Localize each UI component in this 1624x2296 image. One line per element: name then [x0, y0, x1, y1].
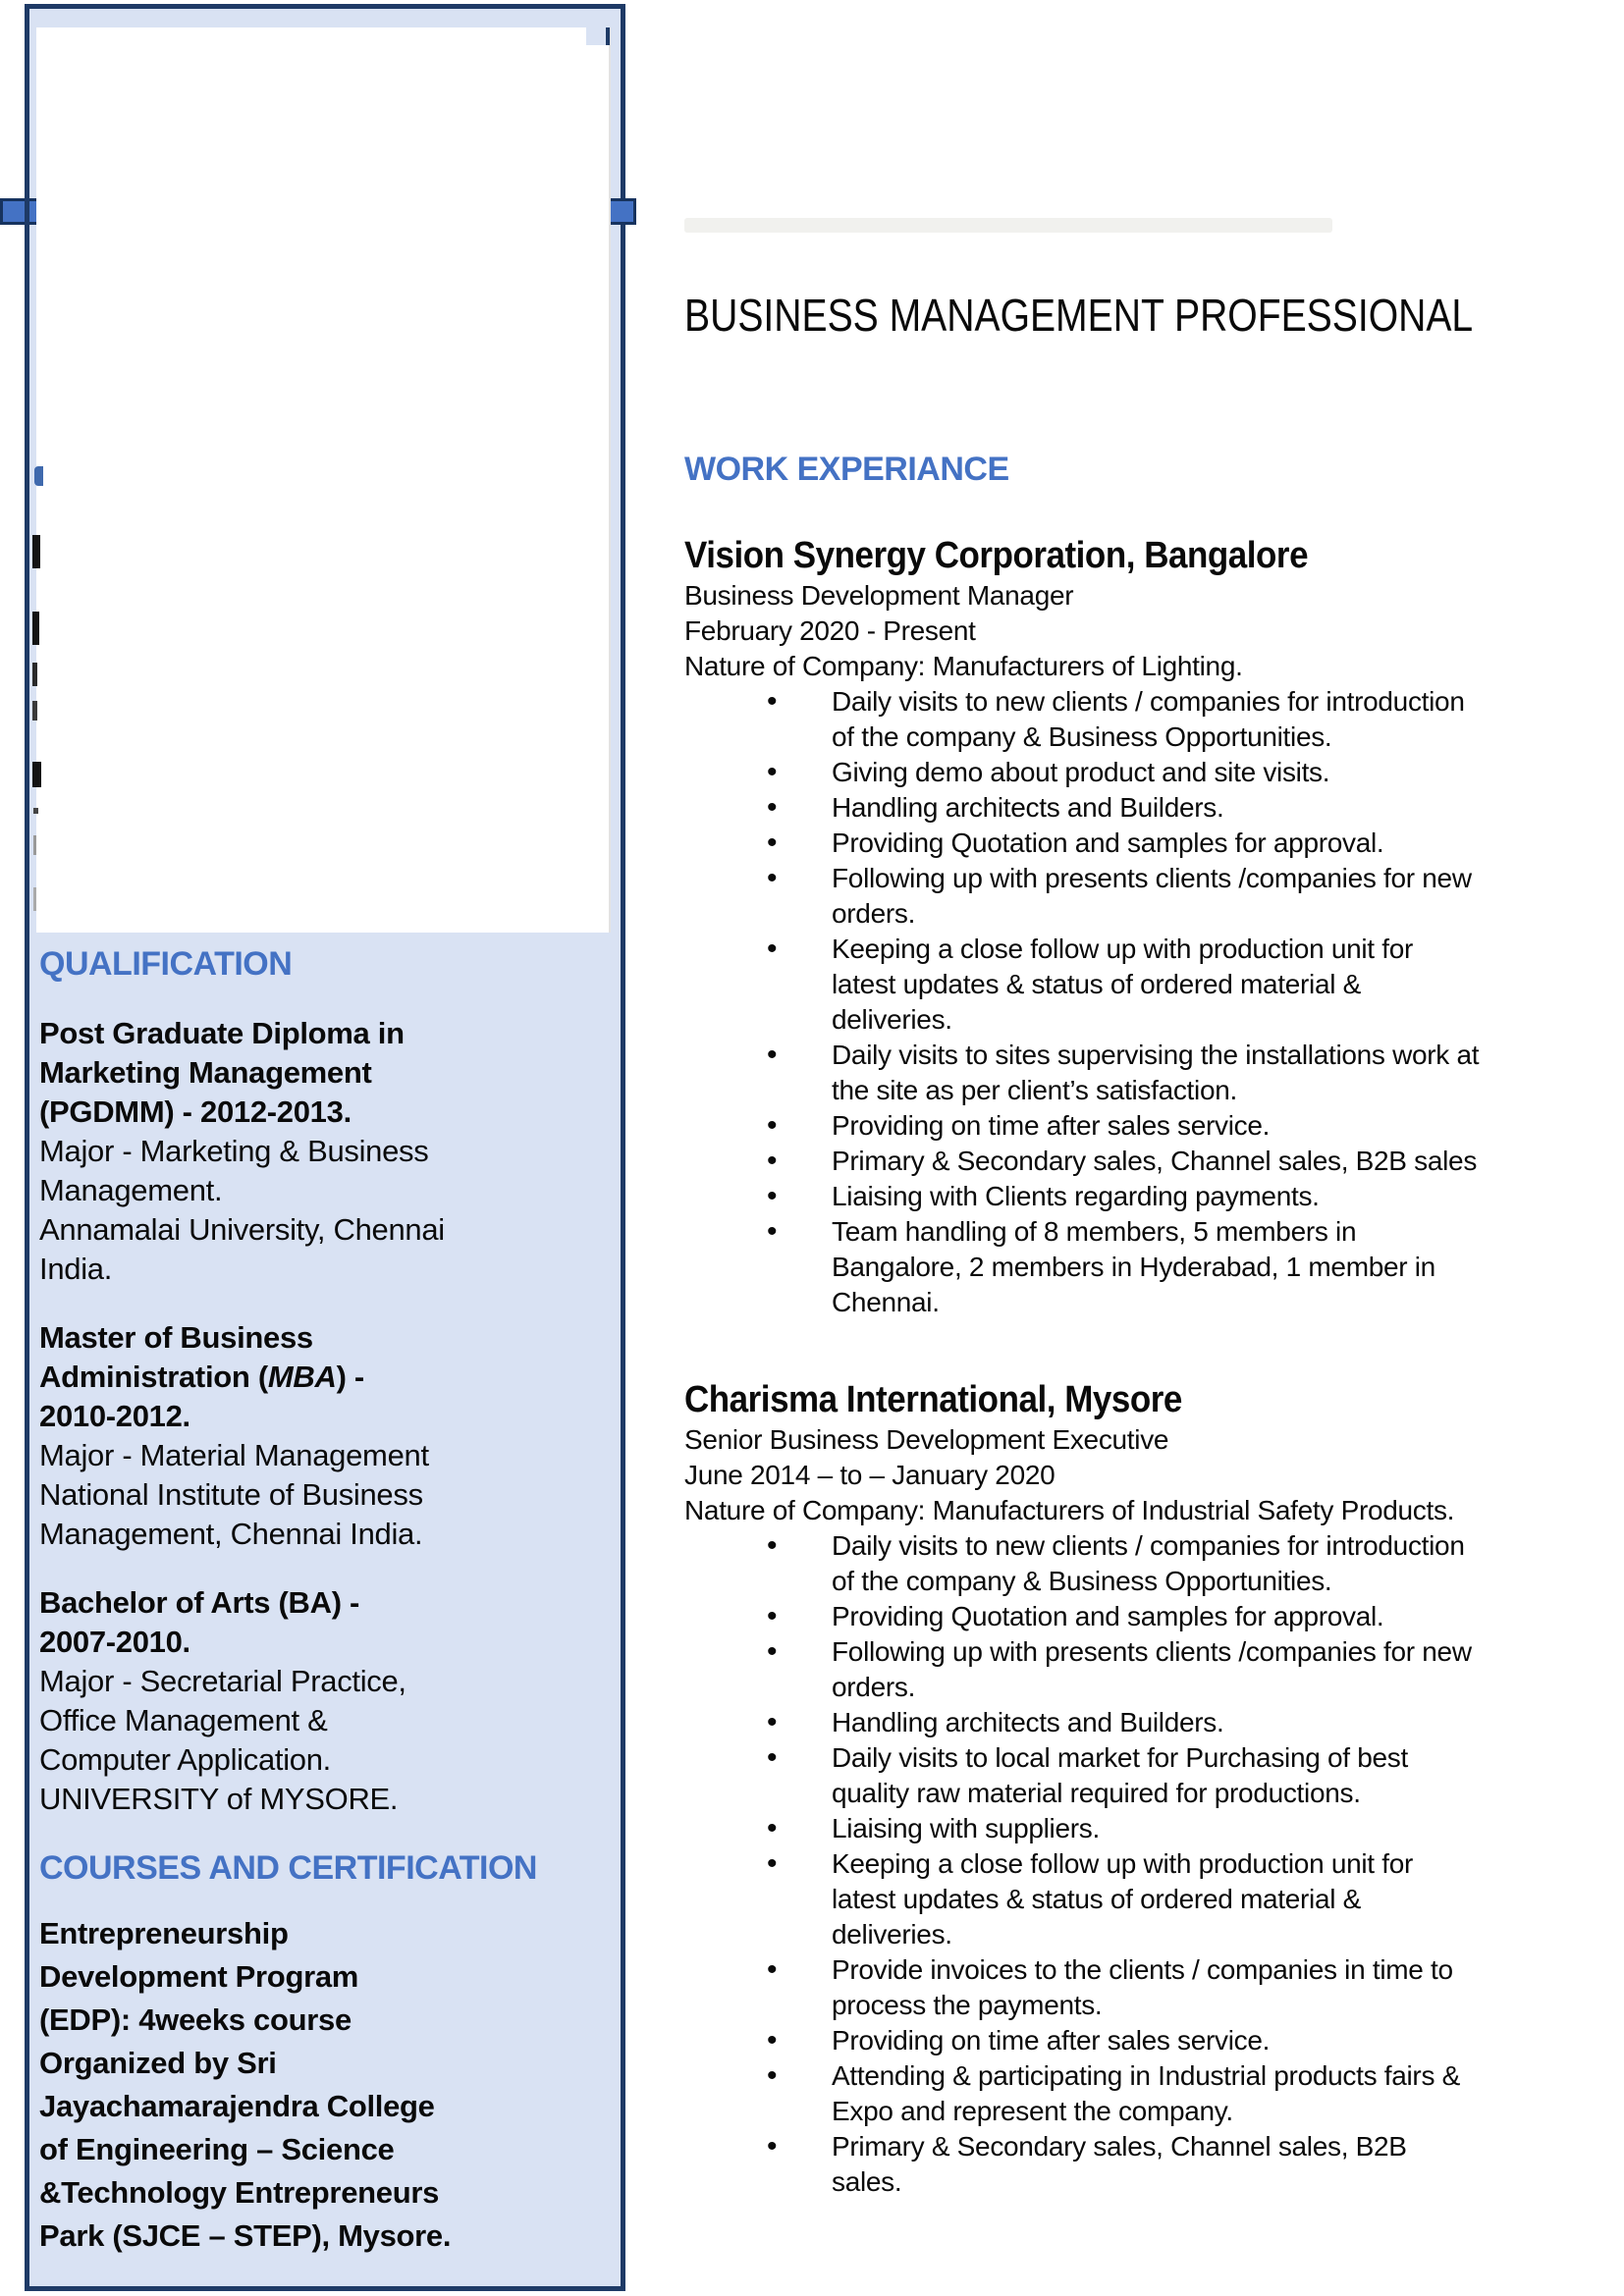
- job-company-text: Charisma International, Mysore: [684, 1379, 1182, 1420]
- qualification-list: [39, 1014, 574, 1819]
- job-bullets: [684, 1528, 1482, 2200]
- course-line: Park (SJCE – STEP), Mysore.: [39, 2218, 452, 2253]
- job-dates: June 2014 – to – January 2020: [684, 1460, 1056, 1490]
- work-experience-heading: WORK EXPERIANCE: [684, 451, 1009, 488]
- degree-detail-line: Management, Chennai India.: [39, 1517, 423, 1551]
- job-company: [684, 1377, 1482, 1422]
- bullet-item: • Following up with presents clients /companies for new orders.: [684, 1634, 1482, 1705]
- qualification-heading: QUALIFICATION: [39, 945, 293, 983]
- job-bullets: [684, 684, 1482, 1320]
- degree-detail-line: National Institute of Business: [39, 1477, 423, 1512]
- degree-detail-line: Annamalai University, Chennai: [39, 1212, 445, 1247]
- degree-entry: [39, 1318, 574, 1554]
- degree-title-italic: MBA: [267, 1360, 337, 1394]
- page-title: [684, 290, 1482, 342]
- degree-title-line: Master of Business: [39, 1320, 313, 1355]
- degree-title-line: 2007-2010.: [39, 1625, 190, 1659]
- bullet-item: • Following up with presents clients /companies for new orders.: [684, 861, 1482, 932]
- course-line: Jayachamarajendra College: [39, 2089, 435, 2123]
- course-line: &Technology Entrepreneurs: [39, 2175, 440, 2210]
- course-line: Organized by Sri: [39, 2046, 277, 2080]
- bullet-item: • Liaising with suppliers.: [684, 1811, 1482, 1846]
- bullet-item: • Daily visits to new clients / companies for introduction of the company & Business Opportunities.: [684, 1528, 1482, 1599]
- bullet-item: • Liaising with Clients regarding payments.: [684, 1179, 1482, 1214]
- page-title-text: BUSINESS MANAGEMENT PROFESSIONAL: [684, 290, 1474, 341]
- bullet-item: • Team handling of 8 members, 5 members in Bangalore, 2 members in Hyderabad, 1 member in Chennai.: [684, 1214, 1482, 1320]
- sidebar-content: [39, 944, 574, 2258]
- bullet-item: • Provide invoices to the clients / companies in time to process the payments.: [684, 1952, 1482, 2023]
- bullet-item: • Primary & Secondary sales, Channel sales, B2B sales.: [684, 2129, 1482, 2200]
- degree-entry: [39, 1014, 574, 1289]
- degree-detail-line: Major - Secretarial Practice,: [39, 1664, 406, 1698]
- main-column: [684, 218, 1482, 2200]
- bullet-item: • Daily visits to sites supervising the installations work at the site as per client’s satisfaction.: [684, 1038, 1482, 1108]
- job-role: Senior Business Development Executive: [684, 1424, 1169, 1455]
- courses-list: [39, 1912, 574, 2258]
- degree-detail-line: Computer Application.: [39, 1742, 331, 1777]
- bullet-item: • Providing Quotation and samples for approval.: [684, 1599, 1482, 1634]
- job-dates: February 2020 - Present: [684, 615, 976, 646]
- sidebar-border-segment: [25, 194, 29, 229]
- degree-detail-line: India.: [39, 1252, 113, 1286]
- degree-detail-line: Major - Marketing & Business: [39, 1134, 429, 1168]
- degree-title-line: Post Graduate Diploma in: [39, 1016, 405, 1050]
- job-company: [684, 533, 1482, 578]
- degree-title-line: Marketing Management: [39, 1055, 372, 1090]
- bullet-item: • Providing on time after sales service.: [684, 2023, 1482, 2058]
- bullet-item: • Keeping a close follow up with production unit for latest updates & status of ordered material & deliveries.: [684, 1846, 1482, 1952]
- bullet-item: • Handling architects and Builders.: [684, 1705, 1482, 1740]
- course-line: Development Program: [39, 1959, 359, 1994]
- bullet-item: • Primary & Secondary sales, Channel sales, B2B sales: [684, 1144, 1482, 1179]
- bullet-item: • Keeping a close follow up with production unit for latest updates & status of ordered material & deliveries.: [684, 932, 1482, 1038]
- degree-title-line: 2010-2012.: [39, 1399, 190, 1433]
- job-list: [684, 533, 1482, 2200]
- bullet-item: • Giving demo about product and site visits.: [684, 755, 1482, 790]
- course-line: of Engineering – Science: [39, 2132, 395, 2166]
- degree-title-line: (PGDMM) - 2012-2013.: [39, 1095, 352, 1129]
- sidebar-clip: [30, 10, 621, 2286]
- job-entry: [684, 533, 1482, 1320]
- bullet-item: • Providing on time after sales service.: [684, 1108, 1482, 1144]
- job-company-text: Vision Synergy Corporation, Bangalore: [684, 535, 1309, 576]
- bullet-item: • Daily visits to local market for Purchasing of best quality raw material required for productions.: [684, 1740, 1482, 1811]
- bullet-item: • Handling architects and Builders.: [684, 790, 1482, 826]
- bullet-item: • Providing Quotation and samples for approval.: [684, 826, 1482, 861]
- degree-detail-line: UNIVERSITY of MYSORE.: [39, 1782, 399, 1816]
- degree-detail-line: Major - Material Management: [39, 1438, 429, 1472]
- job-nature: Nature of Company: Manufacturers of Industrial Safety Products.: [684, 1495, 1455, 1525]
- degree-title-line: Bachelor of Arts (BA) -: [39, 1585, 360, 1620]
- job-role: Business Development Manager: [684, 580, 1074, 611]
- degree-detail-line: Office Management &: [39, 1703, 328, 1737]
- degree-entry: [39, 1583, 574, 1819]
- course-line: Entrepreneurship: [39, 1916, 289, 1950]
- course-line: (EDP): 4weeks course: [39, 2002, 352, 2037]
- job-entry: [684, 1377, 1482, 2200]
- bullet-item: • Attending & participating in Industrial products fairs & Expo and represent the company.: [684, 2058, 1482, 2129]
- bullet-item: • Daily visits to new clients / companies for introduction of the company & Business Opportunities.: [684, 684, 1482, 755]
- redacted-name-smudge: [684, 218, 1332, 233]
- courses-heading: COURSES AND CERTIFICATION: [39, 1849, 537, 1887]
- job-nature: Nature of Company: Manufacturers of Lighting.: [684, 651, 1243, 681]
- degree-detail-line: Management.: [39, 1173, 223, 1207]
- degree-title-line: Administration (MBA) -: [39, 1360, 364, 1394]
